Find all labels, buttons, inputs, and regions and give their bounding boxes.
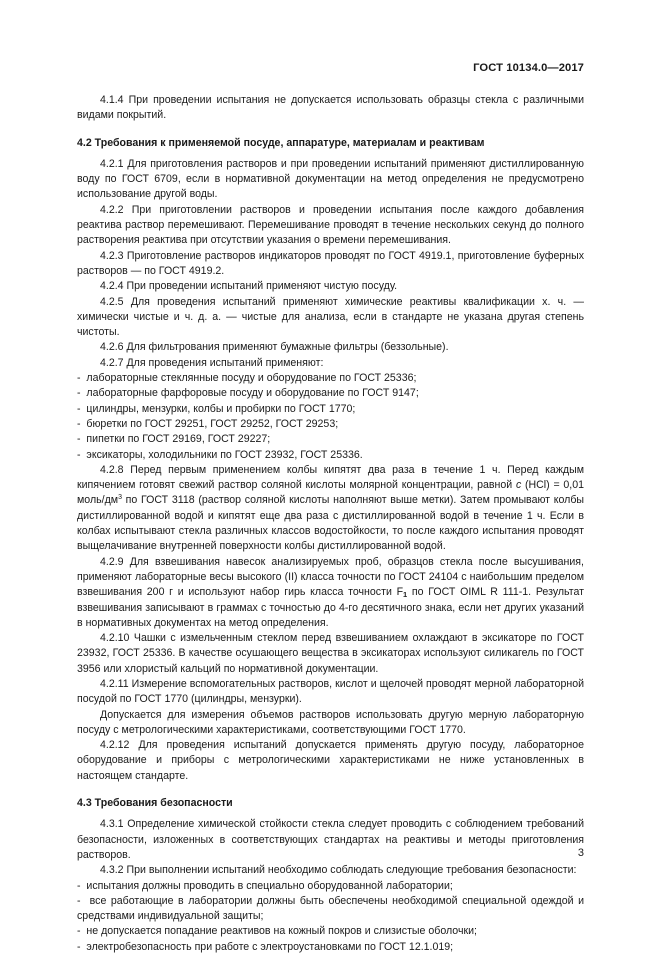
class-subscript: 1 [403, 590, 408, 600]
clause-4-2-4: 4.2.4 При проведении испытаний применяют чистую посуду. [100, 280, 398, 293]
list-item: - эксикаторы, холодильники по ГОСТ 23932, ГОСТ 25336. [77, 448, 584, 463]
clause-4-2-11: 4.2.11 Измерение вспомогательных растворов, кислот и щелочей проводят мерной лабораторной посудой по ГОСТ 1770 (цилиндры, мензурки). [77, 677, 584, 706]
document-header: ГОСТ 10134.0—2017 [473, 62, 584, 74]
clause-4-2-9-text-a: 4.2.9 Для взвешивания навесок анализируемых проб, образцов стекла после высушивания, применяют лабораторные весы высокого (II) класса точности по ГОСТ 24104 с наибольшим пределом взвешивания 200 г и используют набор гирь класса точности F [77, 555, 584, 599]
clause-4-3-2: 4.3.2 При выполнении испытаний необходимо соблюдать следующие требования безопасности: [100, 864, 577, 877]
document-body [77, 93, 584, 955]
clause-4-1-4: 4.1.4 При проведении испытания не допускается использовать образцы стекла с различными видами покрытий. [77, 94, 584, 122]
clause-4-2-7: 4.2.7 Для проведения испытаний применяют: [100, 356, 324, 369]
clause-4-2-11-note: Допускается для измерения объемов растворов использовать другую мерную лабораторную посуду с метрологическими характеристиками, соответствующими ГОСТ 1770. [77, 708, 584, 736]
list-item: - испытания должны проводить в специально оборудованной лаборатории; [77, 879, 584, 894]
section-heading-4-3: 4.3 Требования безопасности [77, 797, 233, 810]
list-item: - бюретки по ГОСТ 29251, ГОСТ 29252, ГОСТ 29253; [77, 417, 584, 432]
list-item: - электробезопасность при работе с электроустановками по ГОСТ 12.1.019; [77, 940, 584, 955]
clause-4-3-1: 4.3.1 Определение химической стойкости стекла следует проводить с соблюдением требований безопасности, изложенных в соответствующих стандартах на реактивы и методы приготовления растворов. [77, 818, 584, 861]
list-item: - не допускается попадание реактивов на кожный покров и слизистые оболочки; [77, 924, 584, 939]
page-number: 3 [577, 847, 584, 859]
clause-4-2-10: 4.2.10 Чашки с измельченным стеклом перед взвешиванием охлаждают в эксикаторе по ГОСТ 23932, ГОСТ 25336. В качестве осушающего вещества в эксикаторах используют силикагель по ГОСТ 3956 или хлористый кальций по нормативной документации. [77, 632, 584, 675]
clause-4-2-1: 4.2.1 Для приготовления растворов и при проведении испытаний применяют дистиллированную воду по ГОСТ 6709, если в нормативной документации на метод определения не предусмотрено использование другой воды. [77, 157, 584, 201]
clause-4-2-8-text-a: 4.2.8 Перед первым применением колбы кипятят два раза в течение 1 ч. Перед каждым кипячением готовят свежий раствор соляной кислоты молярной концентрации, равной [77, 463, 584, 492]
clause-4-2-12: 4.2.12 Для проведения испытаний допускается применять другую посуду, лабораторное оборудование и приборы с метрологическими характеристиками не ниже установленных в настоящем стандарте. [77, 739, 584, 782]
clause-4-2-6: 4.2.6 Для фильтрования применяют бумажные фильтры (беззольные). [100, 341, 449, 354]
unit-superscript: 3 [118, 494, 122, 502]
clause-4-2-8-text-b: (HCl) = 0,01 моль/дм [77, 479, 584, 507]
list-item: - все работающие в лаборатории должны быть обеспечены необходимой специальной одеждой и средствами индивидуальной защиты; [77, 894, 584, 925]
clause-4-2-3: 4.2.3 Приготовление растворов индикаторов проводят по ГОСТ 4919.1, приготовление буферных растворов — по ГОСТ 4919.2. [77, 249, 584, 277]
clause-4-2-5: 4.2.5 Для проведения испытаний применяют химические реактивы квалификации х. ч. — химически чистые и ч. д. а. — чистые для анализа, если в стандарте не указана другая степень чистоты. [77, 295, 584, 339]
concentration-symbol: c [515, 479, 522, 492]
list-item: - цилиндры, мензурки, колбы и пробирки по ГОСТ 1770; [77, 402, 584, 417]
clause-4-2-2: 4.2.2 При приготовлении растворов и проведении испытания после каждого добавления реактива раствор перемешивают. Перемешивание проводят в течение нескольких секунд до полного растворения реактива при отсутствии указания о времени перемешивания. [77, 203, 584, 247]
clause-4-2-9 [77, 555, 584, 631]
list-item: - лабораторные стеклянные посуду и оборудование по ГОСТ 25336; [77, 371, 584, 386]
list-item: - пипетки по ГОСТ 29169, ГОСТ 29227; [77, 432, 584, 447]
list-item: - лабораторные фарфоровые посуду и оборудование по ГОСТ 9147; [77, 386, 584, 401]
clause-4-2-8 [77, 463, 584, 555]
section-heading-4-2: 4.2 Требования к применяемой посуде, аппаратуре, материалам и реактивам [77, 136, 485, 149]
clause-4-2-9-text-b: по ГОСТ OIML R 111-1. Результат взвешивания записывают в граммах с точностью до 4-го десятичного знака, если нет других указаний в нормативных документах на метод определения. [77, 586, 584, 629]
clause-4-2-8-text-c: по ГОСТ 3118 (раствор соляной кислоты наполняют выше метки). Затем промывают колбы дистиллированной водой и кипятят еще два раза с дистиллированной водой в течение 1 ч. Если в колбах испытывают стекла различных классов водостойкости, то после каждого испытания проводят выщелачивание внутренней поверхности колбы дистиллированной водой. [77, 494, 584, 553]
